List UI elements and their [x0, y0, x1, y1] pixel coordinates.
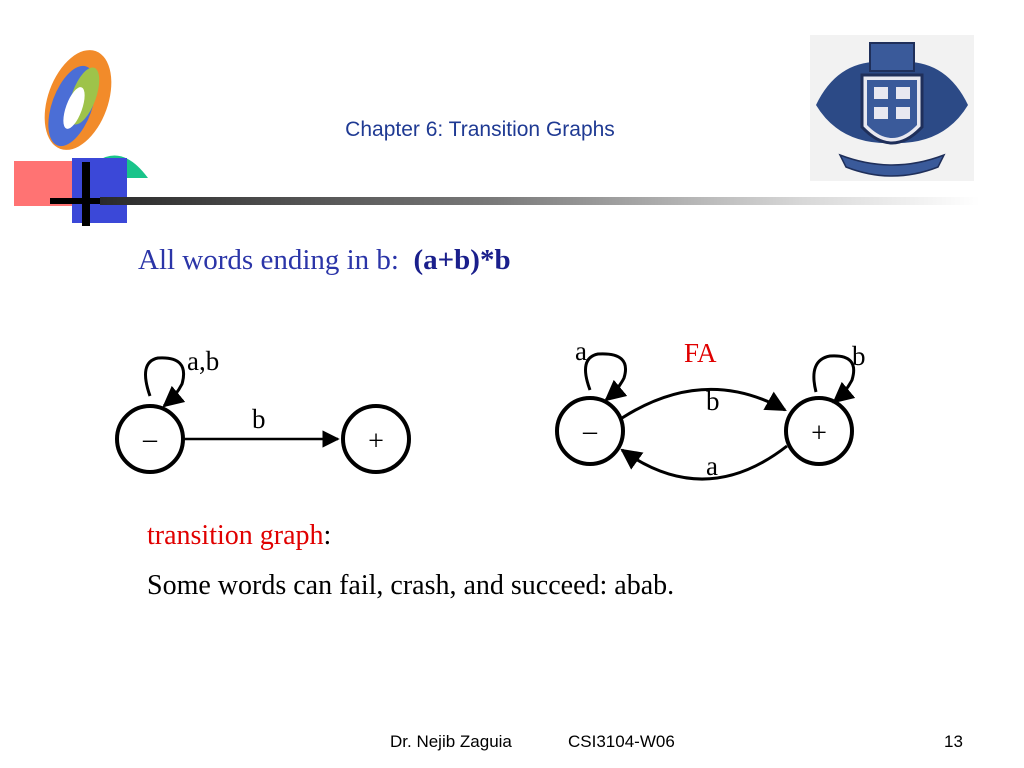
left-start-symbol: – [143, 424, 157, 455]
right-edge-b [622, 389, 785, 418]
right-start-symbol: – [583, 416, 597, 447]
right-top-edge-label: b [706, 386, 720, 416]
fa-title: FA [684, 338, 717, 368]
left-loop-label: a,b [187, 346, 220, 376]
right-final-loop [814, 356, 854, 402]
left-final-symbol: + [368, 426, 384, 457]
right-final-symbol: + [811, 418, 827, 449]
title-divider [100, 197, 980, 205]
slide-title-text: Chapter 6: Transition Graphs [345, 118, 615, 141]
footer-author: Dr. Nejib Zaguia [390, 732, 512, 751]
university-crest [810, 35, 974, 186]
term-suffix: : [323, 520, 332, 551]
transition-diagrams [0, 320, 1024, 505]
heading-regex: (a+b)*b [413, 244, 511, 276]
right-edge-a [622, 446, 787, 479]
right-finite-automaton [557, 336, 866, 481]
term-text: transition graph [147, 520, 324, 551]
left-self-loop [146, 358, 184, 406]
right-bottom-edge-label: a [706, 451, 718, 481]
left-transition-graph [117, 346, 409, 472]
right-start-loop-label: a [575, 336, 587, 366]
example-text: Some words can fail, crash, and succeed: abab. [147, 570, 675, 601]
footer-course: CSI3104-W06 [568, 732, 675, 751]
left-edge-label: b [252, 404, 266, 434]
heading-text: All words ending in b: [138, 244, 399, 276]
page-number: 13 [944, 732, 963, 751]
right-final-loop-label: b [852, 341, 866, 371]
slide-title [0, 118, 960, 142]
slide-heading [138, 244, 511, 277]
definition-line [147, 520, 331, 552]
right-start-loop [586, 354, 626, 400]
